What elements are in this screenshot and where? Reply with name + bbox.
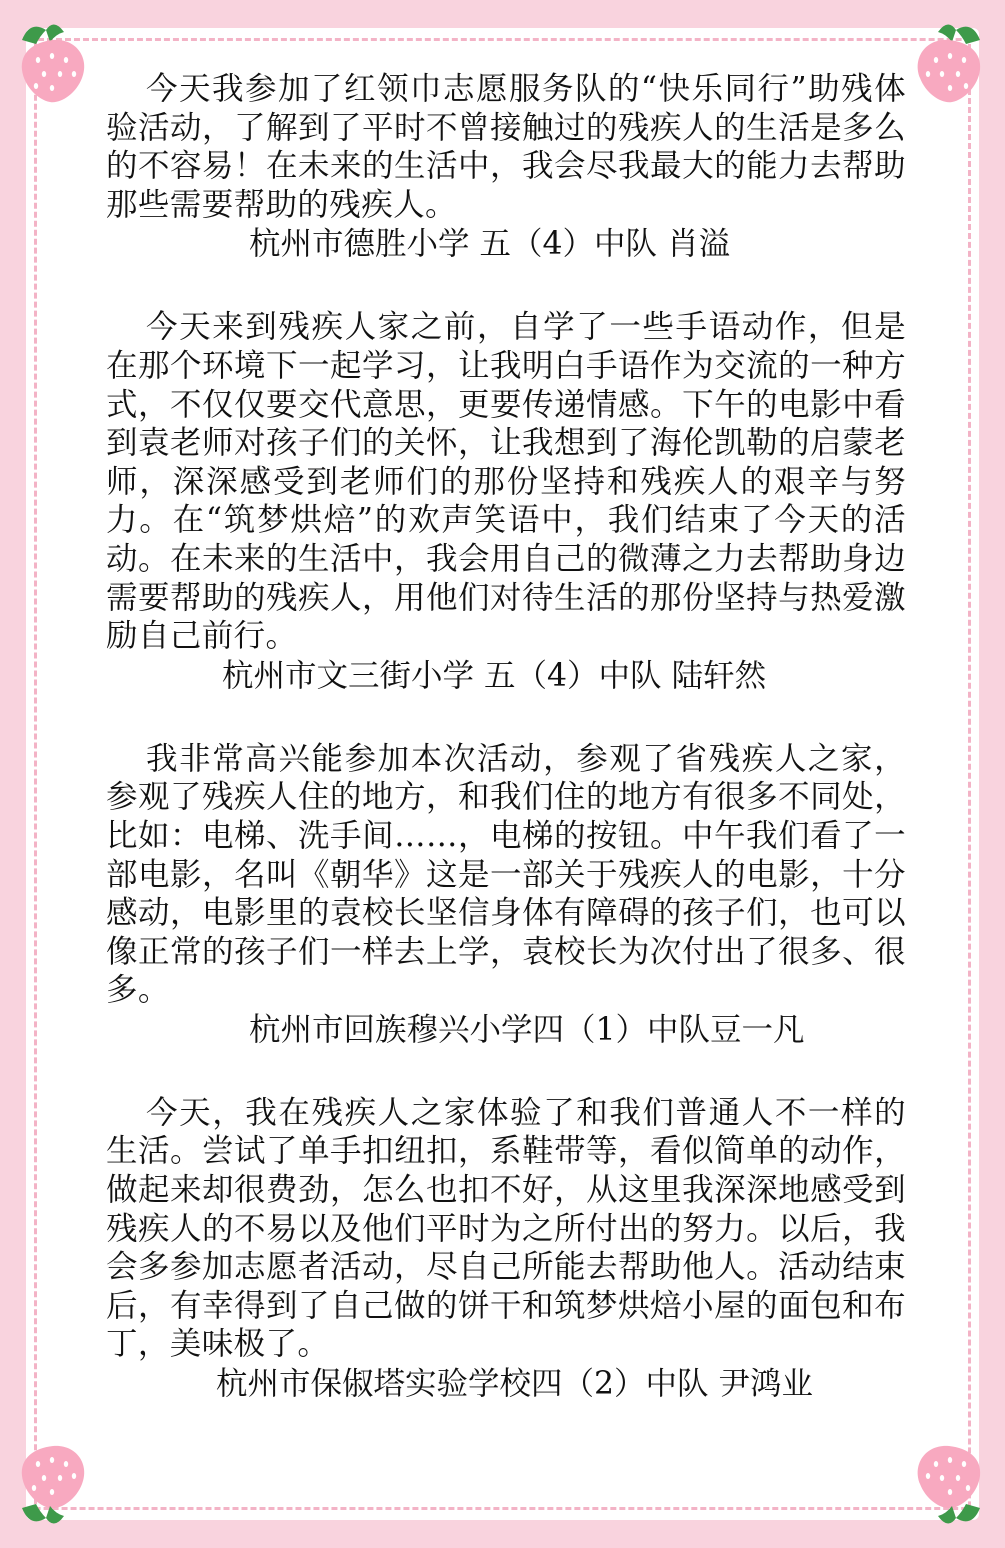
strawberry-icon [16,14,90,106]
reflection-entry [106,1094,906,1404]
reflection-paragraph: 今天我参加了红领巾志愿服务队的“快乐同行”助残体验活动，了解到了平时不曾接触过的残疾人的生活是多么的不容易！在未来的生活中，我会尽我最大的能力去帮助那些需要帮助的残疾人。 [106,71,906,223]
reflection-paragraph: 今天，我在残疾人之家体验了和我们普通人不一样的生活。尝试了单手扣纽扣，系鞋带等，看似简单的动作，做起来却很费劲，怎么也扣不好，从这里我深深地感受到残疾人的不易以及他们平时为之所付出的努力。以后，我会多参加志愿者活动，尽自己所能去帮助他人。活动结束后，有幸得到了自己做的饼干和筑梦烘焙小屋的面包和布丁，美味极了。 [106,1094,906,1363]
strawberry-icon [16,1442,90,1534]
reflection-paragraph: 今天来到残疾人家之前，自学了一些手语动作，但是在那个环境下一起学习，让我明白手语作为交流的一种方式，不仅仅要交代意思，更要传递情感。下午的电影中看到袁老师对孩子们的关怀，让我想到了海伦凯勒的启蒙老师，深深感受到老师们的那份坚持和残疾人的艰辛与努力。在“筑梦烘焙”的欢声笑语中，我们结束了今天的活动。在未来的生活中，我会用自己的微薄之力去帮助身边需要帮助的残疾人，用他们对待生活的那份坚持与热爱激励自己前行。 [106,309,906,655]
author-signature: 杭州市保俶塔实验学校四（2）中队 尹鸿业 [216,1366,814,1403]
author-signature: 杭州市回族穆兴小学四（1）中队豆一凡 [249,1011,805,1048]
strawberry-icon [912,1442,986,1534]
reflection-paragraph: 我非常高兴能参加本次活动，参观了省残疾人之家，参观了残疾人住的地方，和我们住的地方有很多不同处，比如：电梯、洗手间……，电梯的按钮。中午我们看了一部电影，名叫《朝华》这是一部关于残疾人的电影，十分感动，电影里的袁校长坚信身体有障碍的孩子们，也可以像正常的孩子们一样去上学，袁校长为次付出了很多、很多。 [106,740,906,1009]
author-signature: 杭州市文三街小学 五（4）中队 陆轩然 [222,657,767,694]
reflection-entry [106,308,906,695]
strawberry-icon [912,14,986,106]
reflection-entry [106,70,906,264]
reflection-entry [106,740,906,1050]
reflections-content [106,70,906,1448]
author-signature: 杭州市德胜小学 五（4）中队 肖溢 [249,226,731,263]
